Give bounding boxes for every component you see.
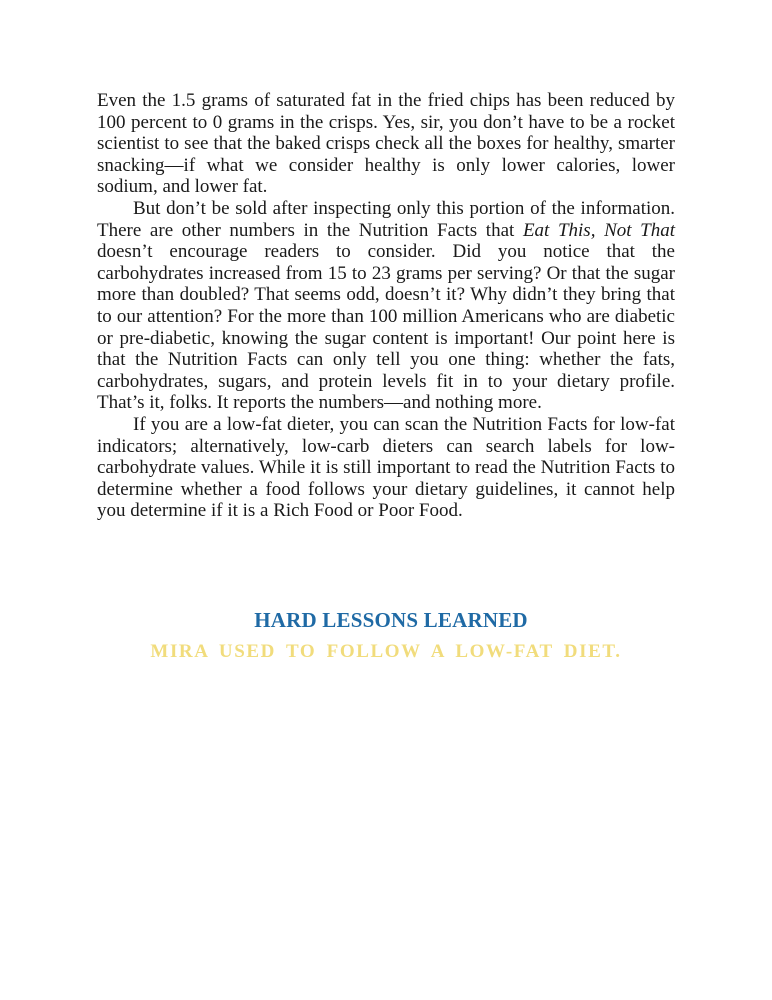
sidebar-subtitle: MIRA USED TO FOLLOW A LOW-FAT DIET. xyxy=(150,641,622,662)
paragraph-nutrition-facts xyxy=(97,198,675,414)
book-title-reference: Eat This, Not That xyxy=(522,219,676,241)
paragraph-dietary-guidelines: If you are a low-fat dieter, you can scan the Nutrition Facts for low-fat indicators; alternatively, low-carb dieters can search labels for low-carbohydrate values. While it is still important to read the Nutrition Facts to determine whether a food follows your dietary guidelines, it cannot help you determine if it is a Rich Food or Poor Food. xyxy=(97,413,675,522)
sidebar-title: HARD LESSONS LEARNED xyxy=(254,608,528,632)
paragraph-text-start: But don’t be sold after inspecting only this portion of the information. There are other numbers in the Nutrition Facts that xyxy=(97,197,675,241)
sidebar-heading-block xyxy=(0,608,772,663)
paragraph-saturated-fat: Even the 1.5 grams of saturated fat in the fried chips has been reduced by 100 percent to 0 grams in the crisps. Yes, sir, you don’t have to be a rocket scientist to see that the baked crisps check all the boxes for healthy, smarter snacking—if what we consider healthy is only lower calories, lower sodium, and lower fat. xyxy=(97,90,675,198)
page-body xyxy=(97,90,675,522)
paragraph-text-end: doesn’t encourage readers to consider. Did you notice that the carbohydrates increased from 15 to 23 grams per serving? Or that the sugar more than doubled? That seems odd, doesn’t it? Why didn’t they bring that to our attention? For the more than 100 million Americans who are diabetic or pre-diabetic, knowing the sugar content is important! Our point here is that the Nutrition Facts can only tell you one thing: whether the fats, carbohydrates, sugars, and protein levels fit in to your dietary profile. That’s it, folks. It reports the numbers—and nothing more. xyxy=(97,241,675,414)
